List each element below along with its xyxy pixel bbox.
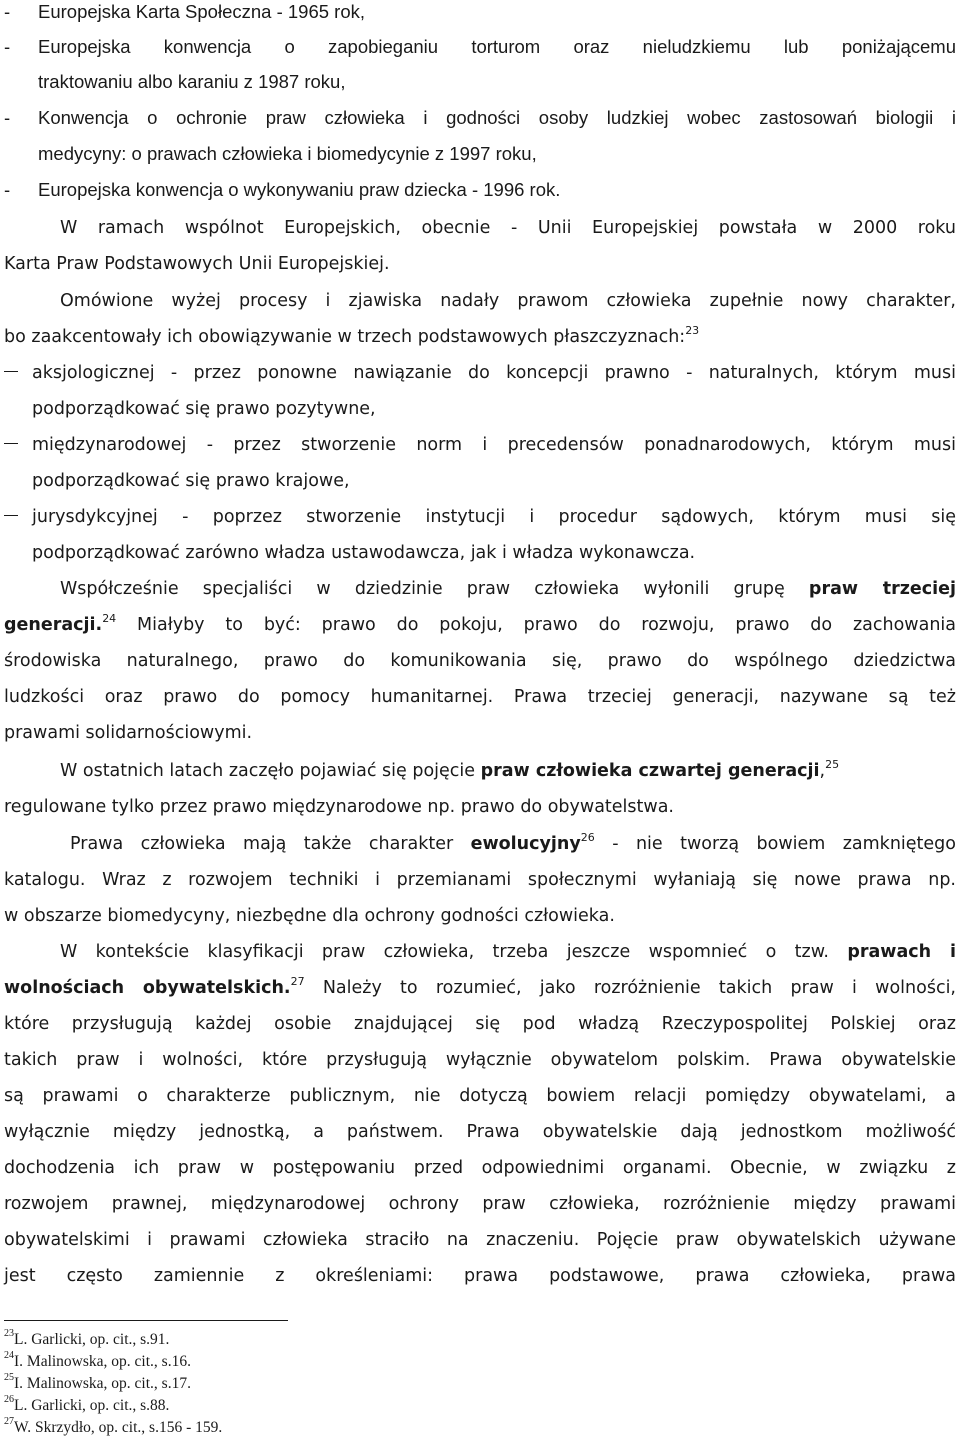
text-line: wyłącznie między jednostką, a państwem. Prawa obywatelskie dają jednostkom możliwość [4,1122,956,1142]
bold-term: praw człowieka czwartej generacji [480,761,820,781]
text-line: które przysługują każdej osobie znajdującej się pod władzą Rzeczypospolitej Polskiej oraz [4,1014,956,1034]
text-line: W ramach wspólnot Europejskich, obecnie - Unii Europejskiej powstała w 2000 roku [60,218,956,238]
paragraph-line [0,753,960,789]
footnote-text: I. Malinowska, op. cit., s.16. [14,1353,191,1370]
paragraph-line [0,607,960,643]
list-item-text: jurysdykcyjnej - poprzez stworzenie instytucji i procedur sądowych, którym musi się [32,507,956,527]
paragraph-line [0,1150,960,1186]
paragraph-line [0,1114,960,1150]
paragraph-line [0,826,960,862]
paragraph-line [0,210,960,246]
paragraph-line [0,283,960,319]
text-line: w obszarze biomedycyny, niezbędne dla ochrony godności człowieka. [4,906,615,926]
footnote-ref[interactable]: 23 [685,324,700,338]
paragraph-line [0,862,960,898]
bold-term: ewolucyjny [470,834,581,854]
list-dash [4,371,18,372]
list-item-text: Konwencja o ochronie praw człowieka i godności osoby ludzkiej wobec zastosowań biologii i [38,107,956,128]
text-line: ludzkości oraz prawo do pomocy humanitarnej. Prawa trzeciej generacji, nazywane są też [4,687,956,707]
text-line: obywatelskimi i prawami człowieka straciło na znaczeniu. Pojęcie praw obywatelskich używane [4,1230,956,1250]
footnote-number: 25 [4,1371,14,1383]
paragraph-line [0,679,960,715]
footnote [4,1395,169,1417]
paragraph-line [0,1258,960,1294]
list-item [0,427,960,463]
text-line: prawami solidarnościowymi. [4,723,253,743]
footnote-text: L. Garlicki, op. cit., s.88. [14,1397,170,1414]
text-line: katalogu. Wraz z rozwojem techniki i przemianami społecznymi wyłaniają się nowe prawa np. [4,870,956,890]
list-item-text: aksjologicznej - przez ponowne nawiązanie do koncepcji prawno - naturalnych, którym musi [32,363,956,383]
paragraph-line [0,934,960,970]
bold-term: prawach i [847,942,956,962]
footnote-ref[interactable]: 26 [580,831,595,845]
list-dash [4,515,18,516]
list-item-text: Europejska konwencja o zapobieganiu torturom oraz nieludzkiemu lub poniżającemu [38,36,956,57]
footnote-separator [4,1320,288,1321]
footnote-ref[interactable]: 24 [102,612,117,626]
footnote-text: W. Skrzydło, op. cit., s.156 - 159. [14,1419,223,1436]
footnote [4,1351,191,1373]
paragraph-line [0,715,960,751]
text-line: jest często zamiennie z określeniami: prawa podstawowe, prawa człowieka, prawa [4,1266,956,1286]
footnote [4,1373,191,1395]
list-item [0,0,960,30]
text-line: takich praw i wolności, które przysługują wyłącznie obywatelom polskim. Prawa obywatelskie [4,1050,956,1070]
text-run: W kontekście klasyfikacji praw człowieka, trzeba jeszcze wspomnieć o tzw. [60,942,848,962]
footnote [4,1329,169,1351]
list-item [0,355,960,391]
list-item [0,499,960,535]
bold-term: generacji. [4,615,103,635]
paragraph-line [0,1186,960,1222]
list-item [0,100,960,136]
paragraph-line [0,1006,960,1042]
paragraph-line [0,571,960,607]
list-item-text: Europejska Karta Społeczna - 1965 rok, [38,1,366,22]
text-line: środowiska naturalnego, prawo do komunikowania się, prawo do wspólnego dziedzictwa [4,651,956,671]
list-dash: - [4,1,11,22]
list-dash [4,443,18,444]
footnote [4,1417,222,1439]
list-item-text: Europejska konwencja o wykonywaniu praw dziecka - 1996 rok. [38,179,561,200]
list-item-continuation [0,463,960,499]
text-run: Należy to rozumieć, jako rozróżnienie takich praw i wolności, [304,978,956,998]
paragraph-line [0,898,960,934]
paragraph-line [0,1042,960,1078]
text-run: - nie tworzą bowiem zamkniętego [594,834,956,854]
footnote-number: 24 [4,1349,14,1361]
text-line: Omówione wyżej procesy i zjawiska nadały prawom człowieka zupełnie nowy charakter, [60,291,956,311]
list-item [0,172,960,208]
list-item-text: międzynarodowej - przez stworzenie norm i precedensów ponadnarodowych, którym musi [32,435,956,455]
text-run: Współcześnie specjaliści w dziedzinie praw człowieka wyłonili grupę [60,579,809,599]
text-line: regulowane tylko przez prawo międzynarodowe np. prawo do obywatelstwa. [4,797,674,817]
footnote-ref[interactable]: 27 [290,975,305,989]
list-item-text: traktowaniu albo karaniu z 1987 roku, [38,71,346,92]
list-item-text: medycyny: o prawach człowieka i biomedycynie z 1997 roku, [38,143,537,164]
list-dash: - [4,36,11,57]
footnote-number: 27 [4,1415,14,1427]
list-dash: - [4,179,11,200]
paragraph-line [0,970,960,1006]
text-line: Karta Praw Podstawowych Unii Europejskiej. [4,254,390,274]
list-dash: - [4,107,11,128]
list-item-text: podporządkować zarówno władza ustawodawcza, jak i władza wykonawcza. [32,543,696,563]
paragraph-line [0,1222,960,1258]
bold-term: praw trzeciej [808,579,957,599]
list-item-text: podporządkować się prawo pozytywne, [32,399,376,419]
footnote-number: 26 [4,1393,14,1405]
text-run: , [819,761,826,781]
footnote-text: L. Garlicki, op. cit., s.91. [14,1331,170,1348]
paragraph-line [0,246,960,282]
text-line: są prawami o charakterze publicznym, nie dotyczą bowiem relacji pomiędzy obywatelami, a [4,1086,956,1106]
list-item-continuation [0,64,960,100]
paragraph-line [0,1078,960,1114]
text-line: rozwojem prawnej, międzynarodowej ochrony praw człowieka, rozróżnienie między prawami [4,1194,956,1214]
list-item-text: podporządkować się prawo krajowe, [32,471,350,491]
list-item [0,29,960,65]
text-run: W ostatnich latach zaczęło pojawiać się pojęcie [60,761,481,781]
text-line: dochodzenia ich praw w postępowaniu przed odpowiednimi organami. Obecnie, w związku z [4,1158,956,1178]
footnote-text: I. Malinowska, op. cit., s.17. [14,1375,191,1392]
text-run: Miałyby to być: prawo do pokoju, prawo do rozwoju, prawo do zachowania [116,615,956,635]
paragraph-line [0,643,960,679]
footnote-number: 23 [4,1327,14,1339]
text-line: bo zaakcentowały ich obowiązywanie w trzech podstawowych płaszczyznach: [4,327,686,347]
list-item-continuation [0,136,960,172]
paragraph-line [0,319,960,355]
paragraph-line [0,789,960,825]
list-item-continuation [0,535,960,571]
text-run: Prawa człowieka mają także charakter [70,834,471,854]
list-item-continuation [0,391,960,427]
footnote-ref[interactable]: 25 [825,758,840,772]
bold-term: wolnościach obywatelskich. [4,978,291,998]
